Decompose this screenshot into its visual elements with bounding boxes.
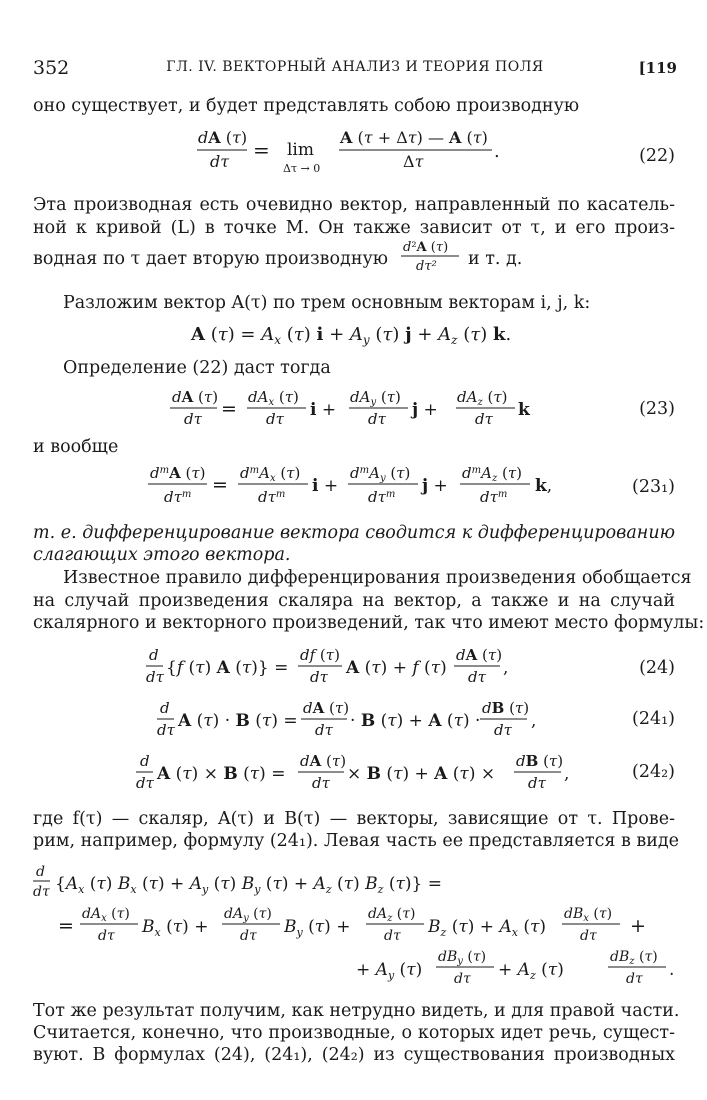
inline-fraction-svg: [0, 234, 707, 274]
svg-text:A (τ + Δτ) — A (τ): A (τ + Δτ) — A (τ): [340, 128, 488, 147]
expanded-derivative-svg: [0, 862, 707, 992]
paragraph-line: Эта производная есть очевидно вектор, направленный по касатель-: [33, 195, 675, 215]
svg-text:dA (τ): dA (τ): [198, 128, 248, 147]
svg-text:,: ,: [503, 658, 509, 678]
svg-text:dτ: dτ: [528, 774, 546, 792]
svg-text:{f (τ) A (τ)} =: {f (τ) A (τ)} =: [166, 658, 289, 678]
paragraph-line: Разложим вектор A(τ) по трем основным векторам i, j, k:: [63, 293, 591, 313]
svg-text:dτm: $d\tau^m$: [368, 488, 396, 506]
svg-text:dA (τ): dA (τ): [303, 699, 350, 717]
inline-second-derivative: [0, 234, 707, 274]
svg-text:Bx (τ) +: $B_x$ (τ) +: [142, 917, 209, 939]
equation-24: [0, 644, 707, 704]
svg-text:dB (τ): dB (τ): [482, 699, 530, 717]
svg-text:dτ: dτ: [368, 410, 386, 428]
svg-text:+ Ay (τ): + $A_y$ (τ): [356, 960, 423, 982]
page-number: 352: [33, 57, 70, 79]
equation-number: (24): [639, 658, 675, 678]
svg-text:Δτ → 0: Δτ → 0: [283, 162, 321, 175]
chapter-title: ГЛ. IV. ВЕКТОРНЫЙ АНАЛИЗ И ТЕОРИЯ ПОЛЯ: [166, 59, 544, 75]
svg-text:dτm: $d\tau^m$: [164, 488, 192, 506]
equation-decomposition: [0, 318, 707, 352]
paragraph-line: и т. д.: [468, 249, 523, 269]
svg-text:dτ: dτ: [210, 152, 230, 171]
svg-text:dτ: dτ: [240, 928, 257, 944]
svg-text:A (τ) · B (τ) =: A (τ) · B (τ) =: [178, 711, 298, 731]
svg-text:{Ax (τ) Bx (τ) + Ay (τ) By (τ): {$A_x$ (τ) $B_x$ $(\tau) + A_y$ (τ) $B_y$ $(\tau) + A_z$ (τ) $B_z$ (τ)} =: [55, 874, 442, 896]
equation-24-svg: [0, 644, 707, 694]
svg-text:d: d: [149, 646, 159, 664]
equation-24-1: [0, 697, 707, 757]
svg-text:=: =: [212, 474, 228, 496]
paragraph-line: Считается, конечно, что производные, о которых идет речь, сущест-: [33, 1023, 675, 1043]
svg-text:=: =: [221, 398, 237, 420]
paragraph-line: и вообще: [33, 437, 119, 457]
section-number: [119: [638, 59, 677, 77]
paragraph-line: вуют. В формулах (24), (24₁), (24₂) из существования производных: [33, 1045, 675, 1065]
paragraph-line: рим, например, формулу (24₁). Левая часть ее представляется в виде: [33, 831, 680, 851]
svg-text:dτ: dτ: [136, 774, 154, 792]
svg-text:A (τ) + f (τ): A (τ) + f (τ): [346, 658, 447, 678]
svg-text:k,: k,: [535, 476, 553, 496]
svg-text:dmAx (τ): $d^mA_x$ (τ): [240, 464, 301, 484]
svg-text:A (τ) = Ax (τ) i + Ay (τ) j +: A $(\tau) = A_x$ (τ) $i + A_y$ (τ) $j + A_z$ (τ) k.: [191, 324, 512, 347]
equation-number: (24₁): [632, 709, 675, 729]
svg-text:dτm: $d\tau^m$: [480, 488, 508, 506]
equation-23-1: [0, 462, 707, 522]
running-header: [33, 57, 677, 81]
svg-text:dτ: dτ: [494, 721, 512, 739]
svg-text:dAx (τ): $dA_x$ (τ): [248, 388, 299, 408]
svg-text:dA (τ): dA (τ): [300, 752, 347, 770]
svg-text:dτ: dτ: [146, 668, 164, 686]
svg-text:× B (τ) + A (τ) ×: × B (τ) + A (τ) ×: [347, 764, 496, 784]
svg-text:,: ,: [564, 764, 570, 784]
svg-text:d: d: [36, 864, 45, 880]
svg-text:dBx (τ): $dB_x$ (τ): [564, 906, 613, 924]
svg-text:A (τ) × B (τ) =: A (τ) × B (τ) =: [157, 764, 286, 784]
equation-number: (22): [639, 146, 675, 166]
paragraph-line: слагающих этого вектора.: [33, 545, 291, 565]
svg-text:dmA (τ): $d^mA$ (τ): [150, 464, 206, 482]
equation-23-1-svg: [0, 462, 707, 512]
svg-text:dτ: dτ: [315, 721, 333, 739]
svg-text:df (τ): df (τ): [300, 646, 340, 664]
svg-text:dτ: dτ: [475, 410, 493, 428]
equation-number: (24₂): [632, 762, 675, 782]
svg-text:lim: lim: [287, 140, 314, 160]
svg-text:Δτ: Δτ: [403, 152, 424, 171]
paragraph-line: скалярного и векторного произведений, так что имеют место формулы:: [33, 613, 705, 633]
paragraph-line: ной к кривой (L) в точке M. Он также зависит от τ, и его произ-: [33, 218, 675, 238]
paragraph-line: водная по τ дает вторую производную: [33, 249, 389, 269]
svg-text:dτm: $d\tau^m$: [258, 488, 286, 506]
svg-text:d²A (τ): d²A (τ): [403, 240, 449, 255]
paragraph-line: оно существует, и будет представлять собою производную: [33, 96, 580, 116]
equation-number: (23₁): [632, 477, 675, 497]
paragraph-line: на случай произведения скаляра на вектор, а также и на случай: [33, 591, 675, 611]
paragraph-line: Определение (22) даст тогда: [63, 358, 331, 378]
paragraph-line: где f(τ) — скаляр, A(τ) и B(τ) — векторы, зависящие от τ. Прове-: [33, 809, 675, 829]
svg-text:=: =: [58, 915, 74, 937]
svg-text:i +: i +: [310, 400, 337, 420]
svg-text:dτ: dτ: [157, 721, 175, 739]
svg-text:dτ: dτ: [184, 410, 202, 428]
svg-text:dτ²: dτ²: [416, 259, 437, 274]
svg-text:dAz (τ): $dA_z$ (τ): [457, 388, 508, 408]
svg-text:,: ,: [531, 711, 537, 731]
svg-text:dτ: dτ: [310, 668, 328, 686]
decomposition-svg: [0, 318, 707, 352]
paragraph-line: Тот же результат получим, как нетрудно видеть, и для правой части.: [33, 1001, 680, 1021]
svg-text:dBy (τ): $dB_y$ (τ): [438, 949, 487, 967]
svg-text:i +: i +: [312, 476, 339, 496]
svg-text:dAy (τ): $dA_y$ (τ): [350, 388, 401, 408]
svg-text:dAz (τ): $dA_z$ (τ): [368, 906, 416, 924]
svg-text:d: d: [140, 752, 150, 770]
svg-text:dτ: dτ: [454, 971, 471, 987]
paragraph-line: т. е. дифференцирование вектора сводится к дифференцированию: [33, 523, 675, 543]
equation-22-svg: [0, 124, 707, 184]
svg-text:Bz (τ) + Ax (τ): $B_z$ $(\tau) + A_x$ (τ): [428, 917, 547, 939]
svg-text:d: d: [160, 699, 170, 717]
svg-text:j +: j +: [422, 476, 448, 496]
equation-24-1-svg: [0, 697, 707, 747]
svg-text:.: .: [494, 141, 500, 162]
svg-text:dA (τ): dA (τ): [172, 388, 219, 406]
paragraph-line: Известное правило дифференцирования произведения обобщается: [63, 568, 692, 588]
svg-text:dτ: dτ: [33, 884, 50, 900]
equation-24-2-svg: [0, 750, 707, 800]
svg-text:dτ: dτ: [626, 971, 643, 987]
svg-text:By (τ) +: $B_y$ (τ) +: [284, 917, 351, 939]
equation-23-svg: [0, 386, 707, 436]
svg-text:=: =: [253, 138, 270, 162]
svg-text:dAy (τ): $dA_y$ (τ): [224, 906, 272, 924]
svg-text:dτ: dτ: [98, 928, 115, 944]
svg-text:dmAy (τ): $d^mA_y$ (τ): [350, 464, 411, 484]
svg-text:k: k: [518, 400, 530, 420]
svg-text:dτ: dτ: [468, 668, 486, 686]
svg-text:dτ: dτ: [384, 928, 401, 944]
equation-expanded-derivative: [0, 862, 707, 992]
svg-text:dB (τ): dB (τ): [516, 752, 564, 770]
equation-22: [0, 124, 707, 184]
equation-24-2: [0, 750, 707, 810]
svg-text:dτ: dτ: [312, 774, 330, 792]
svg-text:dmAz (τ): $d^mA_z$ (τ): [462, 464, 523, 484]
svg-text:+ Az (τ): + $A_z$ (τ): [498, 960, 564, 982]
svg-text:· B (τ) + A (τ) ·: · B (τ) + A (τ) ·: [350, 711, 481, 731]
svg-text:dAx (τ): $dA_x$ (τ): [82, 906, 130, 924]
equation-number: (23): [639, 399, 675, 419]
svg-text:j +: j +: [412, 400, 438, 420]
svg-text:dτ: dτ: [580, 928, 597, 944]
svg-text:dA (τ): dA (τ): [456, 646, 503, 664]
svg-text:+: +: [630, 915, 646, 937]
svg-text:dBz (τ): $dB_z$ (τ): [610, 949, 658, 967]
svg-text:dτ: dτ: [266, 410, 284, 428]
svg-text:.: .: [669, 960, 675, 980]
